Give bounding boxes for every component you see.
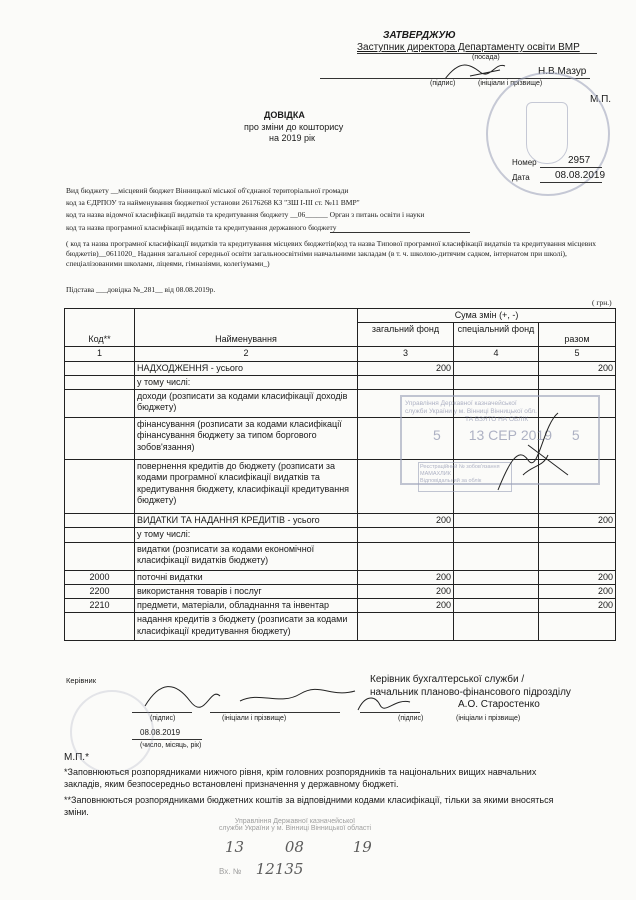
- footnote-1: *Заповнюються розпорядниками нижчого рівня, крім головних розпорядників та національних вищих навчальних закладів, яким безпосередньо встановлені призначення у державному бюджеті.: [64, 767, 537, 790]
- row-code: 2000: [65, 570, 135, 584]
- row-code: [65, 528, 135, 542]
- reg-line-2: МАМАХЛИК: [420, 470, 451, 477]
- table-row: [65, 570, 616, 584]
- department-line: код та назва відомчої класифікації видатків та кредитування бюджету __06______ Орган з питань освіти і науки: [66, 210, 425, 219]
- row-special: [454, 375, 539, 389]
- date-line: [540, 182, 602, 183]
- acct-name-caption: (ініціали і прізвище): [456, 715, 521, 722]
- reg-line-3: Відповідальний за облік: [420, 477, 482, 484]
- row-general: [358, 542, 454, 570]
- program-line: код та назва програмної класифікації видатків та кредитування державного бюджету: [66, 223, 337, 232]
- doc-title: ДОВІДКА: [264, 110, 305, 120]
- number-label: Номер: [512, 158, 537, 167]
- row-special: [454, 542, 539, 570]
- trident-icon: [526, 102, 568, 164]
- row-name: у тому числі:: [135, 528, 358, 542]
- edrpou-line: код за ЄДРПОУ та найменування бюджетної установи 26176268 КЗ "ЗШ І-ІІІ ст. №11 ВМР": [66, 198, 360, 207]
- head-general: загальний фонд: [358, 323, 454, 347]
- row-total: [539, 613, 616, 641]
- approval-position: Заступник директора Департаменту освіти ВМР: [357, 42, 597, 54]
- row-general: [358, 528, 454, 542]
- head-label: Керівник: [66, 676, 96, 685]
- doc-subtitle: про зміни до кошторису: [244, 122, 344, 132]
- stamp-line-2: служби України у м. Вінниці Вінницької обл.: [405, 407, 537, 415]
- head-sum: Сума змін (+, -): [358, 309, 616, 323]
- row-name: поточні видатки: [135, 570, 358, 584]
- number-line: [540, 167, 602, 168]
- acct-label-2: начальник планово-фінансового підрозділу: [370, 687, 571, 698]
- head-total: разом: [539, 323, 616, 347]
- table-row: [65, 514, 616, 528]
- treasury-signature: [488, 405, 578, 500]
- stamp-day: 13: [468, 427, 485, 444]
- row-special: [454, 570, 539, 584]
- row-general: [358, 613, 454, 641]
- bottom-stamp-day: 13: [225, 838, 245, 856]
- head-name-line: [210, 712, 340, 713]
- row-code: [65, 361, 135, 375]
- acct-name: А.О. Старостенко: [458, 699, 540, 710]
- head-name: Найменування: [135, 309, 358, 347]
- row-code: [65, 460, 135, 514]
- row-total: [539, 542, 616, 570]
- row-code: [65, 542, 135, 570]
- bottom-stamp: [205, 818, 385, 900]
- approval-sign-caption: (підпис): [430, 80, 456, 87]
- stamp-line-3: ТА ВЗЯТО НА ОБЛІК: [465, 415, 529, 423]
- row-total: 200: [539, 570, 616, 584]
- row-general: 200: [358, 570, 454, 584]
- row-total: 200: [539, 599, 616, 613]
- stamp-right-num: 5: [571, 427, 580, 444]
- budget-line: Вид бюджету __місцевий бюджет Вінницької міської об'єднаної територіальної громади: [66, 186, 349, 195]
- row-total: [539, 528, 616, 542]
- local-program-line: ( код та назва програмної класифікації видатків та кредитування місцевих бюджетів(код та назва Типової програмної класифікації видатків та кредитування місцевих бюджетів)__0611020_ Надання загальної середньої освіти загальноосвітніми навчальними закладам (в т. ч. школою-дитячим садком, інтернатом при школі), спеціалізованими школами, ліцеями, гімназіями, колегіумами_): [66, 239, 597, 268]
- row-total: [539, 375, 616, 389]
- table-row: [65, 375, 616, 389]
- row-name: ВИДАТКИ ТА НАДАННЯ КРЕДИТІВ - усього: [135, 514, 358, 528]
- row-special: [454, 613, 539, 641]
- approval-title: ЗАТВЕРДЖУЮ: [383, 30, 456, 41]
- footnote-2: **Заповнюються розпорядниками бюджетних коштів за відповідними кодами класифікації, тільки за якими вносяться зміни.: [64, 795, 554, 818]
- head-sign-caption: (підпис): [150, 715, 176, 722]
- row-general: 200: [358, 514, 454, 528]
- row-special: [454, 514, 539, 528]
- row-total: 200: [539, 514, 616, 528]
- num-cell: 5: [539, 347, 616, 361]
- bottom-stamp-line-2: служби України у м. Вінниці Вінницької області: [218, 825, 372, 832]
- bottom-stamp-num-label: Вх. №: [219, 867, 242, 876]
- table-row: [65, 613, 616, 641]
- row-special: [454, 528, 539, 542]
- row-name: у тому числі:: [135, 375, 358, 389]
- approval-mp: М.П.: [590, 94, 612, 105]
- row-name: доходи (розписати за кодами класифікації доходів бюджету): [135, 390, 358, 418]
- row-name: надання кредитів з бюджету (розписати за кодами класифікації кредитування бюджету): [135, 613, 358, 641]
- stamp-left-num: 5: [433, 427, 441, 444]
- stamp-year: 2019: [520, 427, 552, 444]
- table-row: [65, 584, 616, 598]
- footer-mp: М.П.*: [64, 752, 89, 763]
- table-number-row: [65, 347, 616, 361]
- table-row: [65, 542, 616, 570]
- sign-date-caption: (число, місяць, рік): [140, 742, 202, 749]
- bottom-stamp-year: 19: [352, 838, 372, 856]
- row-special: [454, 599, 539, 613]
- row-general: 200: [358, 584, 454, 598]
- stamp-line-1: Управління Державної казначейської: [405, 400, 517, 407]
- row-name: повернення кредитів до бюджету (розписати за кодами програмної класифікації видатків та кредитування бюджету, класифікації кредитування бюджету): [135, 460, 358, 514]
- row-name: видатки (розписати за кодами економічної класифікації видатків бюджету): [135, 542, 358, 570]
- program-blank: [330, 232, 470, 233]
- number-value: 2957: [568, 155, 591, 166]
- stamp-month: СЕР: [488, 427, 517, 444]
- table-row: [65, 528, 616, 542]
- head-name-caption: (ініціали і прізвище): [222, 715, 287, 722]
- reg-line-1: Реєстраційний № зобов'язання: [420, 464, 500, 470]
- date-label: Дата: [512, 173, 530, 182]
- table-row: [65, 361, 616, 375]
- approval-position-caption: (посада): [472, 54, 500, 61]
- approval-name-caption: (ініціали і прізвище): [478, 80, 543, 87]
- row-name: фінансування (розписати за кодами класифікації фінансування бюджету за типом боргового зобов'язання): [135, 418, 358, 460]
- row-name: використання товарів і послуг: [135, 584, 358, 598]
- approval-name: Н.В.Мазур: [538, 66, 587, 77]
- lower-seal-stamp: [70, 690, 154, 774]
- row-general: 200: [358, 361, 454, 375]
- basis-line: Підстава ___довідка №_281__ від 08.08.2019р.: [66, 285, 216, 294]
- sign-date: 08.08.2019: [140, 728, 181, 737]
- bottom-stamp-month: 08: [284, 838, 304, 856]
- row-general: [358, 375, 454, 389]
- row-code: [65, 418, 135, 460]
- row-total: 200: [539, 584, 616, 598]
- row-special: [454, 361, 539, 375]
- row-general: 200: [358, 599, 454, 613]
- unit-label: ( грн.): [592, 298, 612, 307]
- acct-sign-line: [360, 712, 420, 713]
- bottom-stamp-num: 12135: [255, 860, 304, 878]
- num-cell: 4: [454, 347, 539, 361]
- acct-sign-caption: (підпис): [398, 715, 424, 722]
- row-name: предмети, матеріали, обладнання та інвентар: [135, 599, 358, 613]
- row-special: [454, 584, 539, 598]
- row-code: [65, 613, 135, 641]
- row-code: 2200: [65, 584, 135, 598]
- num-cell: 1: [65, 347, 135, 361]
- row-code: [65, 390, 135, 418]
- date-value: 08.08.2019: [555, 170, 606, 181]
- acct-label: Керівник бухгалтерської служби /: [370, 674, 525, 685]
- num-cell: 2: [135, 347, 358, 361]
- num-cell: 3: [358, 347, 454, 361]
- head-special: спеціальний фонд: [454, 323, 539, 347]
- row-code: [65, 514, 135, 528]
- row-total: 200: [539, 361, 616, 375]
- row-name: НАДХОДЖЕННЯ - усього: [135, 361, 358, 375]
- head-code: Код**: [65, 309, 135, 347]
- table-row: [65, 599, 616, 613]
- table-head-row-1: [65, 309, 616, 323]
- row-code: 2210: [65, 599, 135, 613]
- row-code: [65, 375, 135, 389]
- bottom-stamp-line-1: Управління Державної казначейської: [234, 818, 356, 825]
- doc-year: на 2019 рік: [269, 133, 315, 143]
